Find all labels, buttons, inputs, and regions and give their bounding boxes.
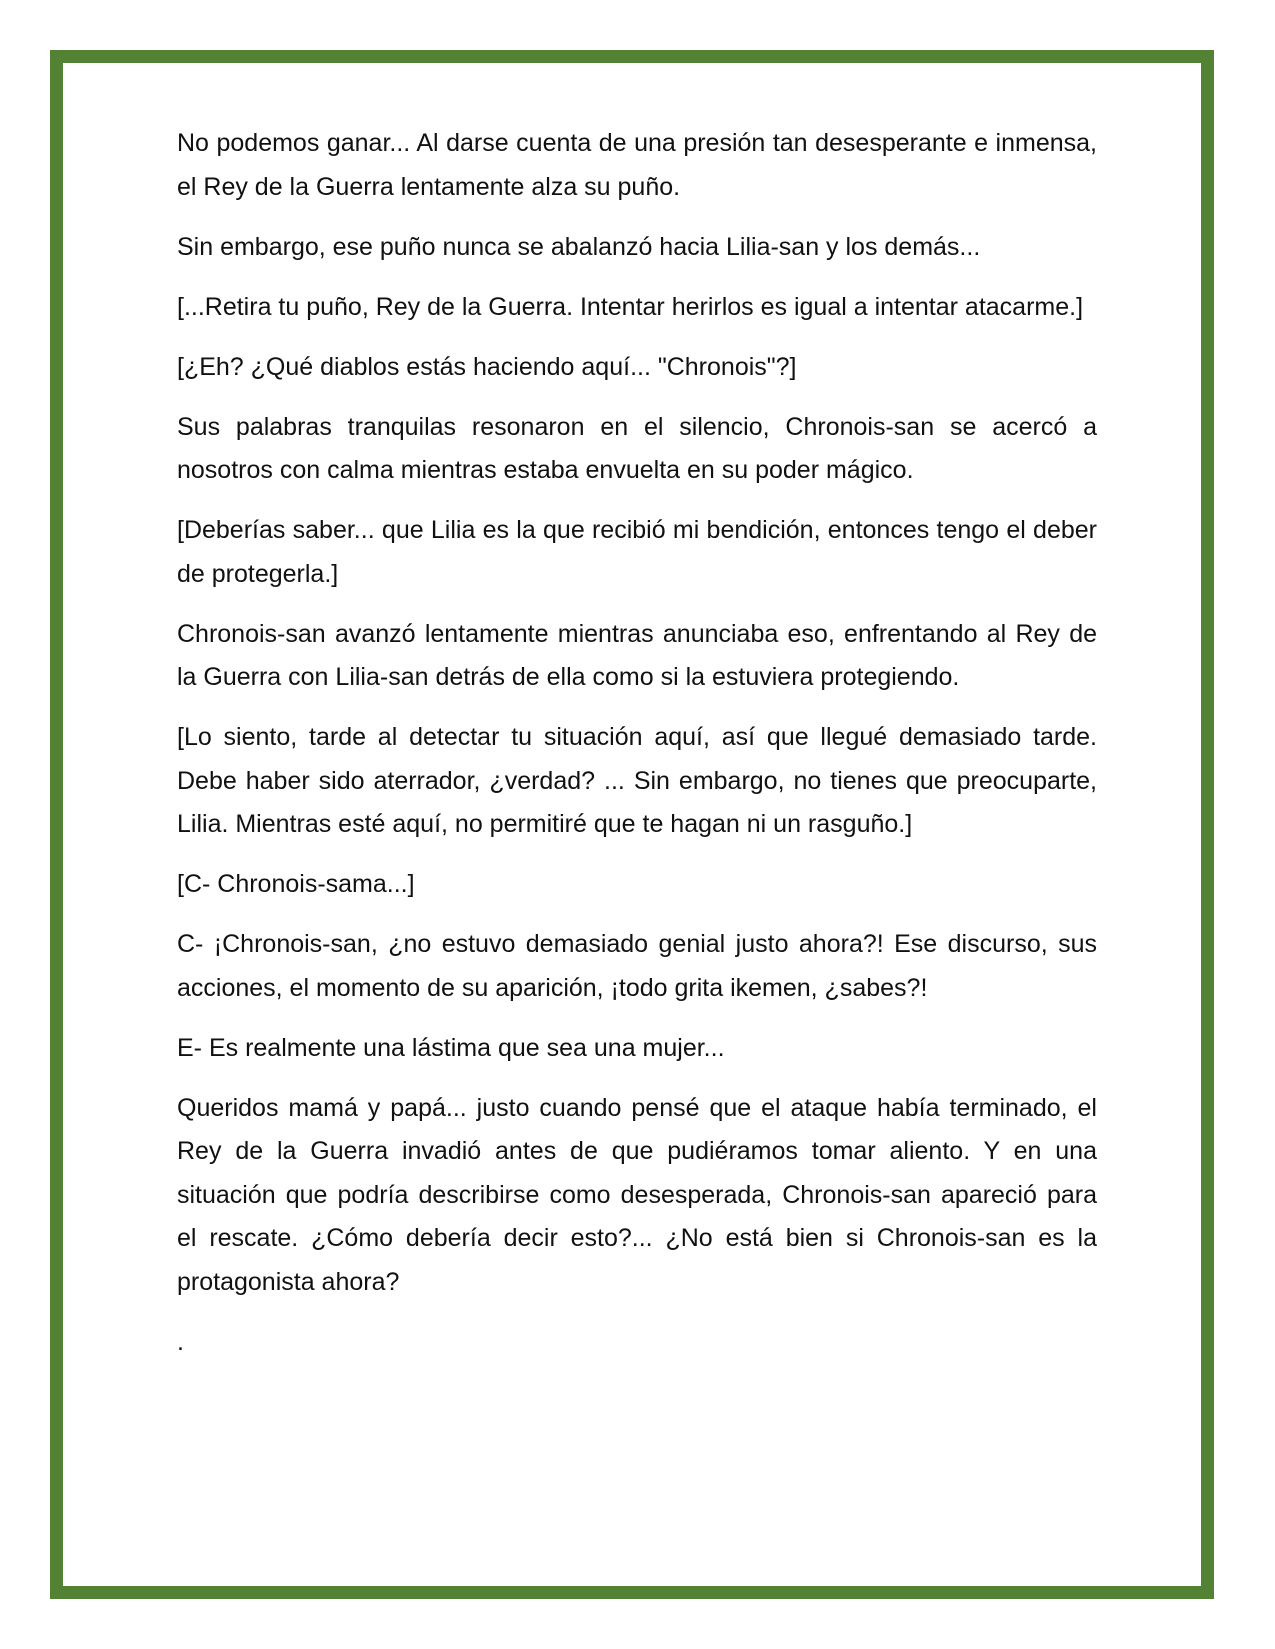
paragraph: Chronois-san avanzó lentamente mientras anunciaba eso, enfrentando al Rey de la Guerra con Lilia-san detrás de ella como si la estuviera protegiendo. (177, 619, 1097, 691)
paragraph: Queridos mamá y papá... justo cuando pensé que el ataque había terminado, el Rey de la Guerra invadió antes de que pudiéramos tomar aliento. Y en una situación que podría describirse como desesperada, Chronois-san apareció para el rescate. ¿Cómo debería decir esto?... ¿No está bien si Chronois-san es la protagonista ahora? (177, 1093, 1097, 1296)
paragraph: Sus palabras tranquilas resonaron en el silencio, Chronois-san se acercó a nosotros con calma mientras estaba envuelta en su poder mágico. (177, 412, 1097, 484)
dialogue-line: [...Retira tu puño, Rey de la Guerra. Intentar herirlos es igual a intentar atacarme.] (177, 292, 1084, 321)
paragraph: Sin embargo, ese puño nunca se abalanzó hacia Lilia-san y los demás... (177, 232, 981, 261)
dialogue-line: [Deberías saber... que Lilia es la que recibió mi bendición, entonces tengo el deber de protegerla.] (177, 516, 1097, 588)
document-body (177, 122, 1097, 1381)
end-marker: . (177, 1327, 184, 1356)
dialogue-line: [C- Chronois-sama...] (177, 870, 415, 898)
paragraph: C- ¡Chronois-san, ¿no estuvo demasiado genial justo ahora?! Ese discurso, sus acciones, el momento de su aparición, ¡todo grita ikemen, ¿sabes?! (177, 930, 1097, 1002)
paragraph: E- Es realmente una lástima que sea una mujer... (177, 1033, 725, 1062)
dialogue-line: [Lo siento, tarde al detectar tu situación aquí, así que llegué demasiado tarde. Debe haber sido aterrador, ¿verdad? ... Sin embargo, no tienes que preocuparte, Lilia. Mientras esté aquí, no permitiré que te hagan ni un rasguño.] (177, 723, 1097, 838)
dialogue-line: [¿Eh? ¿Qué diablos estás haciendo aquí... "Chronois"?] (177, 352, 797, 381)
paragraph: No podemos ganar... Al darse cuenta de una presión tan desesperante e inmensa, el Rey de la Guerra lentamente alza su puño. (177, 129, 1097, 201)
